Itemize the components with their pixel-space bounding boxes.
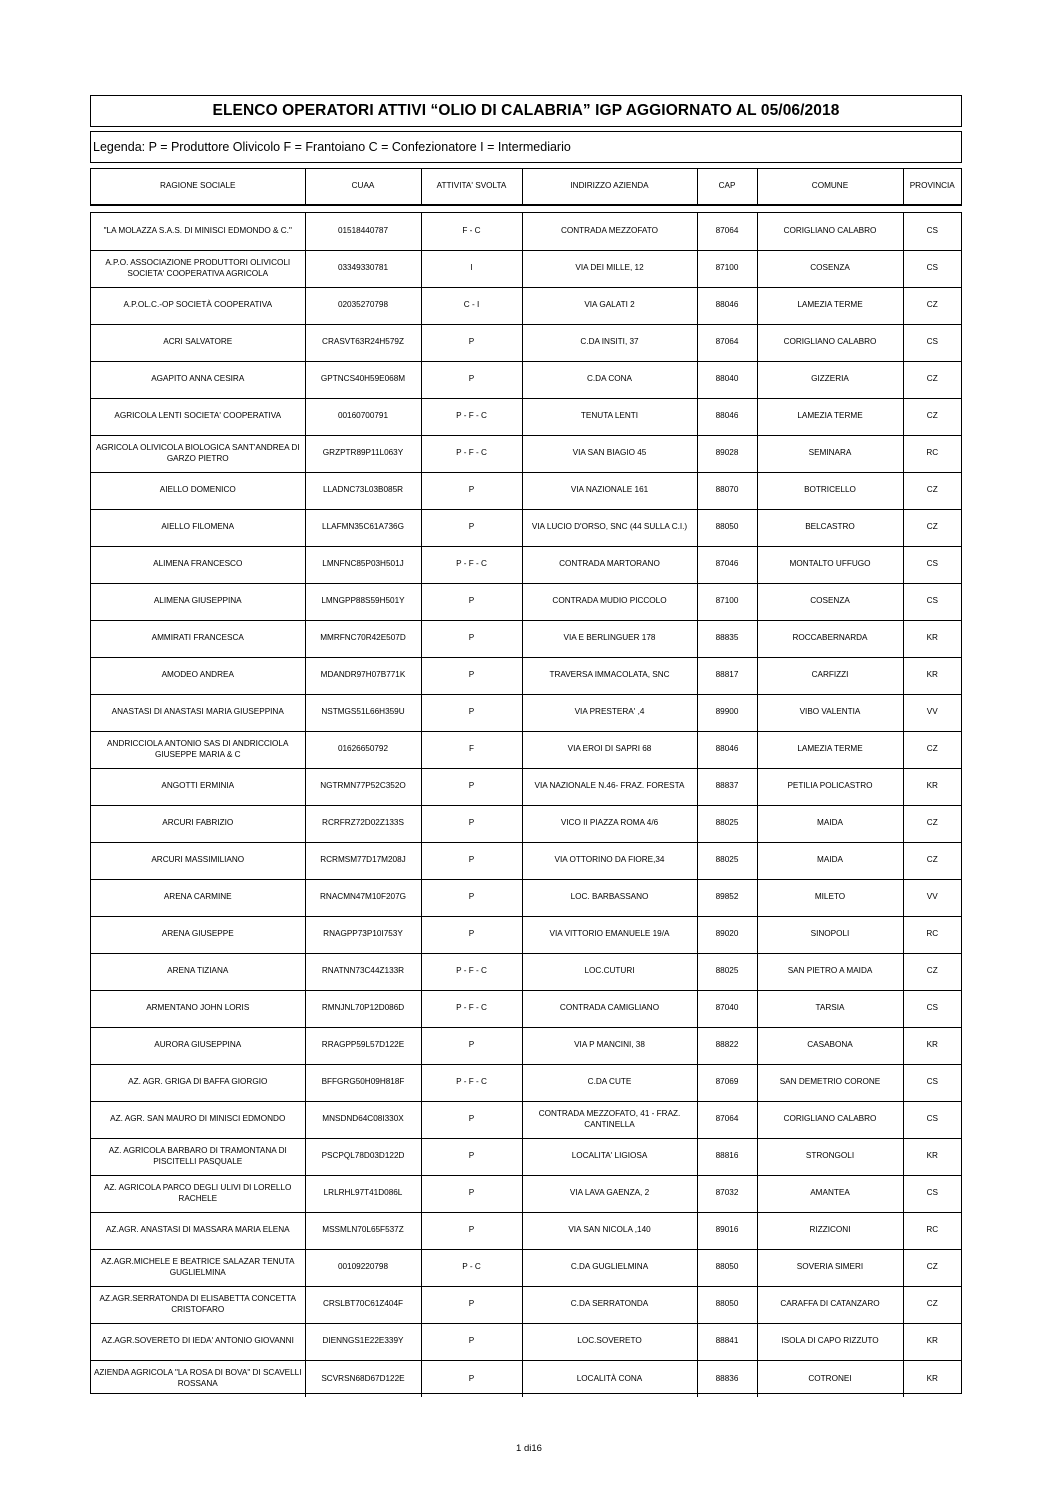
cell-provincia: CZ: [903, 805, 961, 842]
cell-attivita: F: [421, 731, 522, 768]
table-row: [91, 768, 961, 805]
cell-provincia: KR: [903, 657, 961, 694]
header-cuaa: CUAA: [305, 169, 421, 205]
cell-attivita: P: [421, 1323, 522, 1360]
cell-cap: 88050: [697, 1286, 757, 1323]
table-row: [91, 1323, 961, 1360]
cell-cuaa: 00160700791: [305, 398, 421, 435]
cell-indirizzo: C.DA SERRATONDA: [522, 1286, 697, 1323]
cell-ragione-sociale: AGAPITO ANNA CESIRA: [91, 361, 305, 398]
operators-rows: [91, 213, 961, 1397]
cell-ragione-sociale: ARCURI FABRIZIO: [91, 805, 305, 842]
cell-indirizzo: CONTRADA MARTORANO: [522, 546, 697, 583]
cell-cap: 87069: [697, 1064, 757, 1101]
table-row: [91, 1138, 961, 1175]
table-row: [91, 361, 961, 398]
cell-attivita: C - I: [421, 287, 522, 324]
cell-cuaa: LLAFMN35C61A736G: [305, 509, 421, 546]
cell-cap: 88817: [697, 657, 757, 694]
cell-ragione-sociale: AIELLO DOMENICO: [91, 472, 305, 509]
cell-cuaa: NGTRMN77P52C352O: [305, 768, 421, 805]
header-cap: CAP: [697, 169, 757, 205]
cell-cap: 88040: [697, 361, 757, 398]
cell-indirizzo: VIA SAN NICOLA ,140: [522, 1212, 697, 1249]
cell-ragione-sociale: AZ.AGR.SOVERETO DI IEDA' ANTONIO GIOVANNI: [91, 1323, 305, 1360]
cell-indirizzo: TRAVERSA IMMACOLATA, SNC: [522, 657, 697, 694]
cell-cuaa: DIENNGS1E22E339Y: [305, 1323, 421, 1360]
cell-attivita: P: [421, 1175, 522, 1212]
cell-cuaa: RNAGPP73P10I753Y: [305, 916, 421, 953]
cell-attivita: P: [421, 1286, 522, 1323]
cell-provincia: CZ: [903, 842, 961, 879]
cell-provincia: CS: [903, 324, 961, 361]
cell-ragione-sociale: A.P.O. ASSOCIAZIONE PRODUTTORI OLIVICOLI SOCIETA' COOPERATIVA AGRICOLA: [91, 250, 305, 287]
cell-ragione-sociale: AZ. AGRICOLA BARBARO DI TRAMONTANA DI PISCITELLI PASQUALE: [91, 1138, 305, 1175]
cell-ragione-sociale: ANASTASI DI ANASTASI MARIA GIUSEPPINA: [91, 694, 305, 731]
cell-indirizzo: VIA NAZIONALE 161: [522, 472, 697, 509]
cell-cap: 88046: [697, 398, 757, 435]
cell-cuaa: CRSLBT70C61Z404F: [305, 1286, 421, 1323]
table-row: [91, 731, 961, 768]
cell-indirizzo: VIA NAZIONALE N.46- FRAZ. FORESTA: [522, 768, 697, 805]
cell-attivita: P - F - C: [421, 990, 522, 1027]
cell-cap: 87064: [697, 1101, 757, 1138]
cell-attivita: P: [421, 805, 522, 842]
table-row: [91, 1212, 961, 1249]
cell-comune: MAIDA: [757, 805, 903, 842]
cell-ragione-sociale: AMODEO ANDREA: [91, 657, 305, 694]
cell-attivita: P: [421, 509, 522, 546]
cell-ragione-sociale: ARENA CARMINE: [91, 879, 305, 916]
cell-indirizzo: VIA VITTORIO EMANUELE 19/A: [522, 916, 697, 953]
cell-indirizzo: VIA P MANCINI, 38: [522, 1027, 697, 1064]
cell-comune: RIZZICONI: [757, 1212, 903, 1249]
cell-comune: COSENZA: [757, 583, 903, 620]
cell-comune: LAMEZIA TERME: [757, 287, 903, 324]
cell-cap: 88025: [697, 842, 757, 879]
cell-ragione-sociale: AZ. AGRICOLA PARCO DEGLI ULIVI DI LORELLO RACHELE: [91, 1175, 305, 1212]
cell-comune: BOTRICELLO: [757, 472, 903, 509]
cell-provincia: VV: [903, 694, 961, 731]
cell-cuaa: LMNGPP88S59H501Y: [305, 583, 421, 620]
cell-comune: STRONGOLI: [757, 1138, 903, 1175]
table-row: [91, 990, 961, 1027]
cell-attivita: P: [421, 1101, 522, 1138]
cell-cap: 89028: [697, 435, 757, 472]
table-row: [91, 1249, 961, 1286]
cell-cap: 88836: [697, 1360, 757, 1397]
cell-indirizzo: VIA LAVA GAENZA, 2: [522, 1175, 697, 1212]
cell-attivita: P: [421, 1027, 522, 1064]
cell-ragione-sociale: AZ. AGR. SAN MAURO DI MINISCI EDMONDO: [91, 1101, 305, 1138]
header-provincia: PROVINCIA: [903, 169, 961, 205]
header-attivita: ATTIVITA' SVOLTA: [421, 169, 522, 205]
cell-attivita: I: [421, 250, 522, 287]
table-row: [91, 657, 961, 694]
cell-cap: 89020: [697, 916, 757, 953]
header-comune: COMUNE: [757, 169, 903, 205]
cell-provincia: KR: [903, 1027, 961, 1064]
cell-ragione-sociale: AMMIRATI FRANCESCA: [91, 620, 305, 657]
cell-attivita: P - F - C: [421, 953, 522, 990]
table-row: [91, 324, 961, 361]
cell-cap: 87064: [697, 213, 757, 250]
cell-cuaa: MNSDND64C08I330X: [305, 1101, 421, 1138]
cell-provincia: RC: [903, 916, 961, 953]
cell-provincia: RC: [903, 1212, 961, 1249]
cell-attivita: P: [421, 620, 522, 657]
cell-indirizzo: C.DA CUTE: [522, 1064, 697, 1101]
cell-indirizzo: CONTRADA MEZZOFATO: [522, 213, 697, 250]
cell-comune: SOVERIA SIMERI: [757, 1249, 903, 1286]
table-row: [91, 1175, 961, 1212]
cell-cap: 88837: [697, 768, 757, 805]
cell-provincia: CZ: [903, 287, 961, 324]
cell-comune: VIBO VALENTIA: [757, 694, 903, 731]
cell-provincia: KR: [903, 620, 961, 657]
table-row: [91, 1286, 961, 1323]
cell-cuaa: 01518440787: [305, 213, 421, 250]
cell-attivita: P: [421, 916, 522, 953]
cell-indirizzo: CONTRADA MUDIO PICCOLO: [522, 583, 697, 620]
cell-provincia: CS: [903, 1101, 961, 1138]
cell-cap: 87040: [697, 990, 757, 1027]
cell-indirizzo: LOC.SOVERETO: [522, 1323, 697, 1360]
table-row: [91, 250, 961, 287]
cell-attivita: P - F - C: [421, 546, 522, 583]
cell-cap: 88835: [697, 620, 757, 657]
table-row: [91, 620, 961, 657]
cell-ragione-sociale: ANGOTTI ERMINIA: [91, 768, 305, 805]
cell-cap: 88046: [697, 731, 757, 768]
cell-attivita: P - F - C: [421, 398, 522, 435]
cell-indirizzo: VIA EROI DI SAPRI 68: [522, 731, 697, 768]
cell-comune: SAN PIETRO A MAIDA: [757, 953, 903, 990]
cell-cuaa: LMNFNC85P03H501J: [305, 546, 421, 583]
cell-provincia: CS: [903, 583, 961, 620]
cell-cap: 89852: [697, 879, 757, 916]
cell-provincia: CS: [903, 990, 961, 1027]
cell-indirizzo: C.DA INSITI, 37: [522, 324, 697, 361]
cell-attivita: P: [421, 657, 522, 694]
cell-indirizzo: TENUTA LENTI: [522, 398, 697, 435]
cell-attivita: P: [421, 842, 522, 879]
cell-ragione-sociale: AGRICOLA LENTI SOCIETA' COOPERATIVA: [91, 398, 305, 435]
table-row: [91, 472, 961, 509]
cell-cap: 89016: [697, 1212, 757, 1249]
cell-ragione-sociale: ALIMENA GIUSEPPINA: [91, 583, 305, 620]
cell-cuaa: RCRMSM77D17M208J: [305, 842, 421, 879]
header-table: [91, 169, 961, 205]
cell-provincia: CZ: [903, 731, 961, 768]
cell-cuaa: RNATNN73C44Z133R: [305, 953, 421, 990]
cell-cuaa: RCRFRZ72D02Z133S: [305, 805, 421, 842]
cell-cap: 88841: [697, 1323, 757, 1360]
cell-ragione-sociale: AURORA GIUSEPPINA: [91, 1027, 305, 1064]
table-row: [91, 583, 961, 620]
document-title: ELENCO OPERATORI ATTIVI “OLIO DI CALABRIA” IGP AGGIORNATO AL 05/06/2018: [212, 102, 840, 119]
cell-comune: CARAFFA DI CATANZARO: [757, 1286, 903, 1323]
cell-indirizzo: VIA GALATI 2: [522, 287, 697, 324]
cell-indirizzo: C.DA GUGLIELMINA: [522, 1249, 697, 1286]
table-row: [91, 1101, 961, 1138]
cell-comune: CORIGLIANO CALABRO: [757, 1101, 903, 1138]
cell-cuaa: MDANDR97H07B771K: [305, 657, 421, 694]
cell-comune: MONTALTO UFFUGO: [757, 546, 903, 583]
cell-cuaa: MSSMLN70L65F537Z: [305, 1212, 421, 1249]
cell-provincia: KR: [903, 1360, 961, 1397]
table-row: [91, 287, 961, 324]
cell-cap: 88025: [697, 805, 757, 842]
cell-cap: 88816: [697, 1138, 757, 1175]
cell-ragione-sociale: ARENA TIZIANA: [91, 953, 305, 990]
cell-comune: SINOPOLI: [757, 916, 903, 953]
cell-cap: 88822: [697, 1027, 757, 1064]
cell-provincia: CZ: [903, 509, 961, 546]
legend-text: Legenda: P = Produttore Olivicolo F = Frantoiano C = Confezionatore I = Intermediario: [93, 140, 571, 154]
table-row: [91, 213, 961, 250]
cell-cuaa: NSTMGS51L66H359U: [305, 694, 421, 731]
cell-provincia: CS: [903, 1175, 961, 1212]
table-row: [91, 953, 961, 990]
cell-comune: COSENZA: [757, 250, 903, 287]
cell-comune: ROCCABERNARDA: [757, 620, 903, 657]
cell-cap: 88050: [697, 1249, 757, 1286]
cell-cap: 88046: [697, 287, 757, 324]
cell-indirizzo: C.DA CONA: [522, 361, 697, 398]
cell-cap: 89900: [697, 694, 757, 731]
cell-attivita: P: [421, 1138, 522, 1175]
table-row: [91, 805, 961, 842]
cell-attivita: P: [421, 583, 522, 620]
cell-comune: CORIGLIANO CALABRO: [757, 324, 903, 361]
cell-comune: CASABONA: [757, 1027, 903, 1064]
cell-comune: GIZZERIA: [757, 361, 903, 398]
cell-cap: 87046: [697, 546, 757, 583]
cell-indirizzo: VICO II PIAZZA ROMA 4/6: [522, 805, 697, 842]
operators-table: [91, 213, 961, 1397]
cell-comune: MAIDA: [757, 842, 903, 879]
table-row: [91, 398, 961, 435]
cell-comune: MILETO: [757, 879, 903, 916]
cell-cuaa: GPTNCS40H59E068M: [305, 361, 421, 398]
cell-indirizzo: VIA OTTORINO DA FIORE,34: [522, 842, 697, 879]
cell-ragione-sociale: ARENA GIUSEPPE: [91, 916, 305, 953]
table-row: [91, 546, 961, 583]
cell-provincia: VV: [903, 879, 961, 916]
cell-cap: 87032: [697, 1175, 757, 1212]
cell-attivita: P: [421, 694, 522, 731]
document-title-box: [90, 95, 962, 127]
cell-attivita: F - C: [421, 213, 522, 250]
table-row: [91, 879, 961, 916]
cell-provincia: CS: [903, 546, 961, 583]
table-row: [91, 1064, 961, 1101]
cell-comune: BELCASTRO: [757, 509, 903, 546]
cell-attivita: P: [421, 879, 522, 916]
cell-attivita: P: [421, 1212, 522, 1249]
cell-cuaa: GRZPTR89P11L063Y: [305, 435, 421, 472]
cell-attivita: P: [421, 361, 522, 398]
cell-comune: COTRONEI: [757, 1360, 903, 1397]
cell-indirizzo: LOC.CUTURI: [522, 953, 697, 990]
cell-comune: LAMEZIA TERME: [757, 398, 903, 435]
cell-cuaa: SCVRSN68D67D122E: [305, 1360, 421, 1397]
table-row: [91, 1027, 961, 1064]
cell-provincia: CS: [903, 250, 961, 287]
table-row: [91, 916, 961, 953]
cell-cuaa: 00109220798: [305, 1249, 421, 1286]
cell-ragione-sociale: "LA MOLAZZA S.A.S. DI MINISCI EDMONDO & C.": [91, 213, 305, 250]
cell-ragione-sociale: ANDRICCIOLA ANTONIO SAS DI ANDRICCIOLA GIUSEPPE MARIA & C: [91, 731, 305, 768]
table-header: [90, 168, 962, 206]
cell-ragione-sociale: AZ. AGR. GRIGA DI BAFFA GIORGIO: [91, 1064, 305, 1101]
cell-comune: ISOLA DI CAPO RIZZUTO: [757, 1323, 903, 1360]
cell-indirizzo: CONTRADA MEZZOFATO, 41 - FRAZ. CANTINELLA: [522, 1101, 697, 1138]
cell-provincia: CZ: [903, 1286, 961, 1323]
cell-comune: TARSIA: [757, 990, 903, 1027]
cell-provincia: CZ: [903, 1249, 961, 1286]
cell-cuaa: 01626650792: [305, 731, 421, 768]
cell-comune: PETILIA POLICASTRO: [757, 768, 903, 805]
cell-indirizzo: LOCALITA' LIGIOSA: [522, 1138, 697, 1175]
cell-provincia: CZ: [903, 953, 961, 990]
cell-attivita: P - C: [421, 1249, 522, 1286]
cell-attivita: P - F - C: [421, 435, 522, 472]
cell-cap: 87100: [697, 250, 757, 287]
cell-attivita: P: [421, 324, 522, 361]
cell-cuaa: CRASVT63R24H579Z: [305, 324, 421, 361]
cell-ragione-sociale: AZ.AGR.MICHELE E BEATRICE SALAZAR TENUTA GUGLIELMINA: [91, 1249, 305, 1286]
cell-provincia: KR: [903, 1323, 961, 1360]
cell-provincia: CS: [903, 213, 961, 250]
cell-indirizzo: VIA DEI MILLE, 12: [522, 250, 697, 287]
table-body: [90, 212, 962, 1394]
cell-indirizzo: VIA E BERLINGUER 178: [522, 620, 697, 657]
cell-comune: CARFIZZI: [757, 657, 903, 694]
legend-box: [90, 131, 962, 163]
cell-indirizzo: LOC. BARBASSANO: [522, 879, 697, 916]
cell-provincia: KR: [903, 768, 961, 805]
cell-cap: 88070: [697, 472, 757, 509]
cell-cuaa: BFFGRG50H09H818F: [305, 1064, 421, 1101]
cell-cuaa: LRLRHL97T41D086L: [305, 1175, 421, 1212]
cell-ragione-sociale: AZIENDA AGRICOLA "LA ROSA DI BOVA" DI SCAVELLI ROSSANA: [91, 1360, 305, 1397]
cell-cuaa: RRAGPP59L57D122E: [305, 1027, 421, 1064]
cell-ragione-sociale: ARMENTANO JOHN LORIS: [91, 990, 305, 1027]
table-row: [91, 842, 961, 879]
cell-comune: LAMEZIA TERME: [757, 731, 903, 768]
cell-provincia: CZ: [903, 361, 961, 398]
cell-attivita: P - F - C: [421, 1064, 522, 1101]
cell-provincia: RC: [903, 435, 961, 472]
cell-cuaa: RNACMN47M10F207G: [305, 879, 421, 916]
cell-attivita: P: [421, 768, 522, 805]
cell-ragione-sociale: AZ.AGR. ANASTASI DI MASSARA MARIA ELENA: [91, 1212, 305, 1249]
cell-cuaa: 03349330781: [305, 250, 421, 287]
cell-provincia: CZ: [903, 398, 961, 435]
cell-ragione-sociale: ARCURI MASSIMILIANO: [91, 842, 305, 879]
cell-cap: 88025: [697, 953, 757, 990]
cell-indirizzo: VIA SAN BIAGIO 45: [522, 435, 697, 472]
cell-cuaa: LLADNC73L03B085R: [305, 472, 421, 509]
cell-cap: 87100: [697, 583, 757, 620]
cell-indirizzo: VIA PRESTERA' ,4: [522, 694, 697, 731]
cell-provincia: CZ: [903, 472, 961, 509]
table-row: [91, 509, 961, 546]
cell-indirizzo: CONTRADA CAMIGLIANO: [522, 990, 697, 1027]
cell-comune: AMANTEA: [757, 1175, 903, 1212]
table-row: [91, 694, 961, 731]
cell-comune: SEMINARA: [757, 435, 903, 472]
table-row: [91, 1360, 961, 1397]
cell-cap: 88050: [697, 509, 757, 546]
cell-ragione-sociale: ACRI SALVATORE: [91, 324, 305, 361]
cell-attivita: P: [421, 472, 522, 509]
cell-ragione-sociale: AIELLO FILOMENA: [91, 509, 305, 546]
page-number: 1 di16: [516, 1443, 542, 1454]
header-ragione-sociale: RAGIONE SOCIALE: [91, 169, 305, 205]
cell-ragione-sociale: AGRICOLA OLIVICOLA BIOLOGICA SANT'ANDREA DI GARZO PIETRO: [91, 435, 305, 472]
cell-attivita: P: [421, 1360, 522, 1397]
cell-cuaa: MMRFNC70R42E507D: [305, 620, 421, 657]
cell-ragione-sociale: ALIMENA FRANCESCO: [91, 546, 305, 583]
cell-cuaa: PSCPQL78D03D122D: [305, 1138, 421, 1175]
cell-ragione-sociale: AZ.AGR.SERRATONDA DI ELISABETTA CONCETTA CRISTOFARO: [91, 1286, 305, 1323]
cell-provincia: CS: [903, 1064, 961, 1101]
cell-cap: 87064: [697, 324, 757, 361]
header-indirizzo: INDIRIZZO AZIENDA: [522, 169, 697, 205]
table-row: [91, 435, 961, 472]
cell-provincia: KR: [903, 1138, 961, 1175]
cell-indirizzo: LOCALITÀ CONA: [522, 1360, 697, 1397]
cell-comune: CORIGLIANO CALABRO: [757, 213, 903, 250]
cell-comune: SAN DEMETRIO CORONE: [757, 1064, 903, 1101]
cell-ragione-sociale: A.P.OL.C.-OP SOCIETÀ COOPERATIVA: [91, 287, 305, 324]
cell-cuaa: RMNJNL70P12D086D: [305, 990, 421, 1027]
cell-cuaa: 02035270798: [305, 287, 421, 324]
cell-indirizzo: VIA LUCIO D'ORSO, SNC (44 SULLA C.I.): [522, 509, 697, 546]
